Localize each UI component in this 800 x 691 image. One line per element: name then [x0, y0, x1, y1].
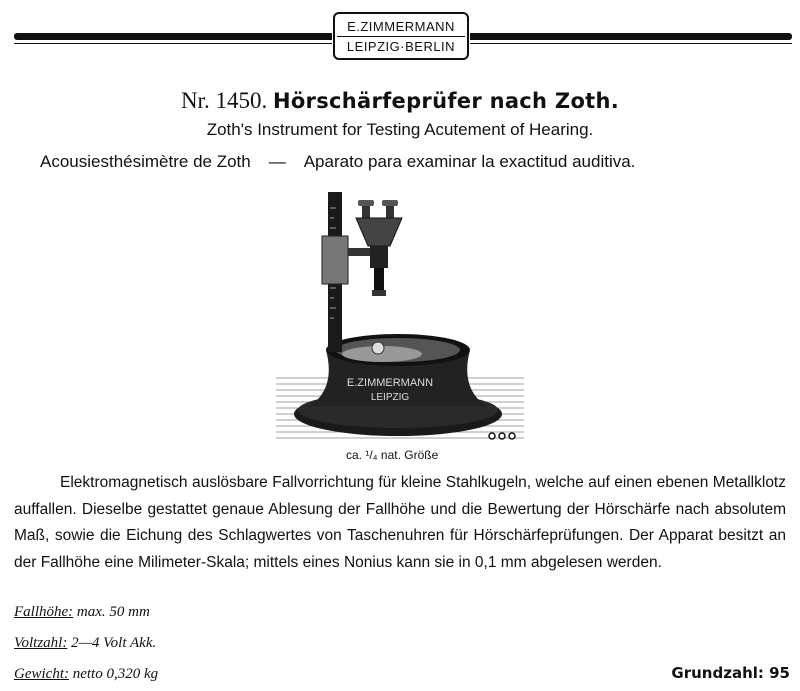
spec-value: max. 50 mm — [76, 604, 150, 620]
english-title: Zoth's Instrument for Testing Acutement of Hearing. — [206, 120, 594, 139]
company-logo — [333, 12, 469, 60]
description: Elektromagnetisch auslösbare Fallvorrichtung für kleine Stahlkugeln, welche auf einen ebenen Metallklotz auffallen. Dieselbe gestattet genaue Ablesung der Fallhöhe und die Bewertung der Hörschärfe nach absolutem Maß, sowie die Eichung des Schlagwertes von Taschenuhren für Hörschärfeprüfungen. Der Apparat besitzt an der Fallhöhe eine Milimeter-Skala; mittels eines Nonius kann sie in 0,1 mm abgelesen werden. — [14, 474, 786, 571]
spec-fallhoehe — [14, 604, 150, 621]
logo-divider — [337, 36, 465, 37]
spec-value: netto 0,320 kg — [72, 666, 159, 682]
logo-line-1: E.ZIMMERMANN — [347, 18, 455, 34]
product-illustration — [270, 188, 530, 444]
spec-label: Voltzahl: — [14, 635, 68, 651]
terminal-3 — [509, 433, 515, 439]
product-title — [0, 88, 800, 114]
spanish-title: Aparato para examinar la exactitud auditiva. — [303, 152, 636, 171]
vernier-slider — [322, 236, 348, 284]
logo-line-2: LEIPZIG·BERLIN — [346, 38, 456, 54]
product-name: Hörschärfeprüfer nach Zoth. — [272, 89, 620, 113]
spec-gewicht — [14, 666, 158, 683]
terminal-2 — [499, 433, 505, 439]
french-title: Acousiesthésimètre de Zoth — [40, 152, 251, 171]
spec-voltzahl — [14, 635, 156, 652]
spec-label: Gewicht: — [14, 666, 69, 682]
product-number: Nr. 1450. — [180, 88, 268, 113]
header-rule-left — [14, 33, 332, 40]
spec-label: Fallhöhe: — [14, 604, 74, 620]
header-rule-right — [470, 33, 792, 40]
terminal-1 — [489, 433, 495, 439]
steel-ball — [372, 342, 384, 354]
electromagnet — [356, 218, 402, 246]
header-rule-right-thin — [470, 43, 792, 44]
base-text-line1: E.ZIMMERMANN — [346, 377, 434, 389]
base-text-line2: LEIPZIG — [370, 392, 410, 403]
grundzahl: Grundzahl: 95 — [671, 664, 790, 682]
title-dash: — — [268, 152, 286, 171]
spec-value: 2—4 Volt Akk. — [71, 635, 157, 651]
french-spanish-title — [40, 152, 780, 172]
arm — [348, 248, 370, 256]
image-caption: ca. ¹/₄ nat. Größe — [346, 448, 439, 462]
header-rule-left-thin — [14, 43, 332, 44]
